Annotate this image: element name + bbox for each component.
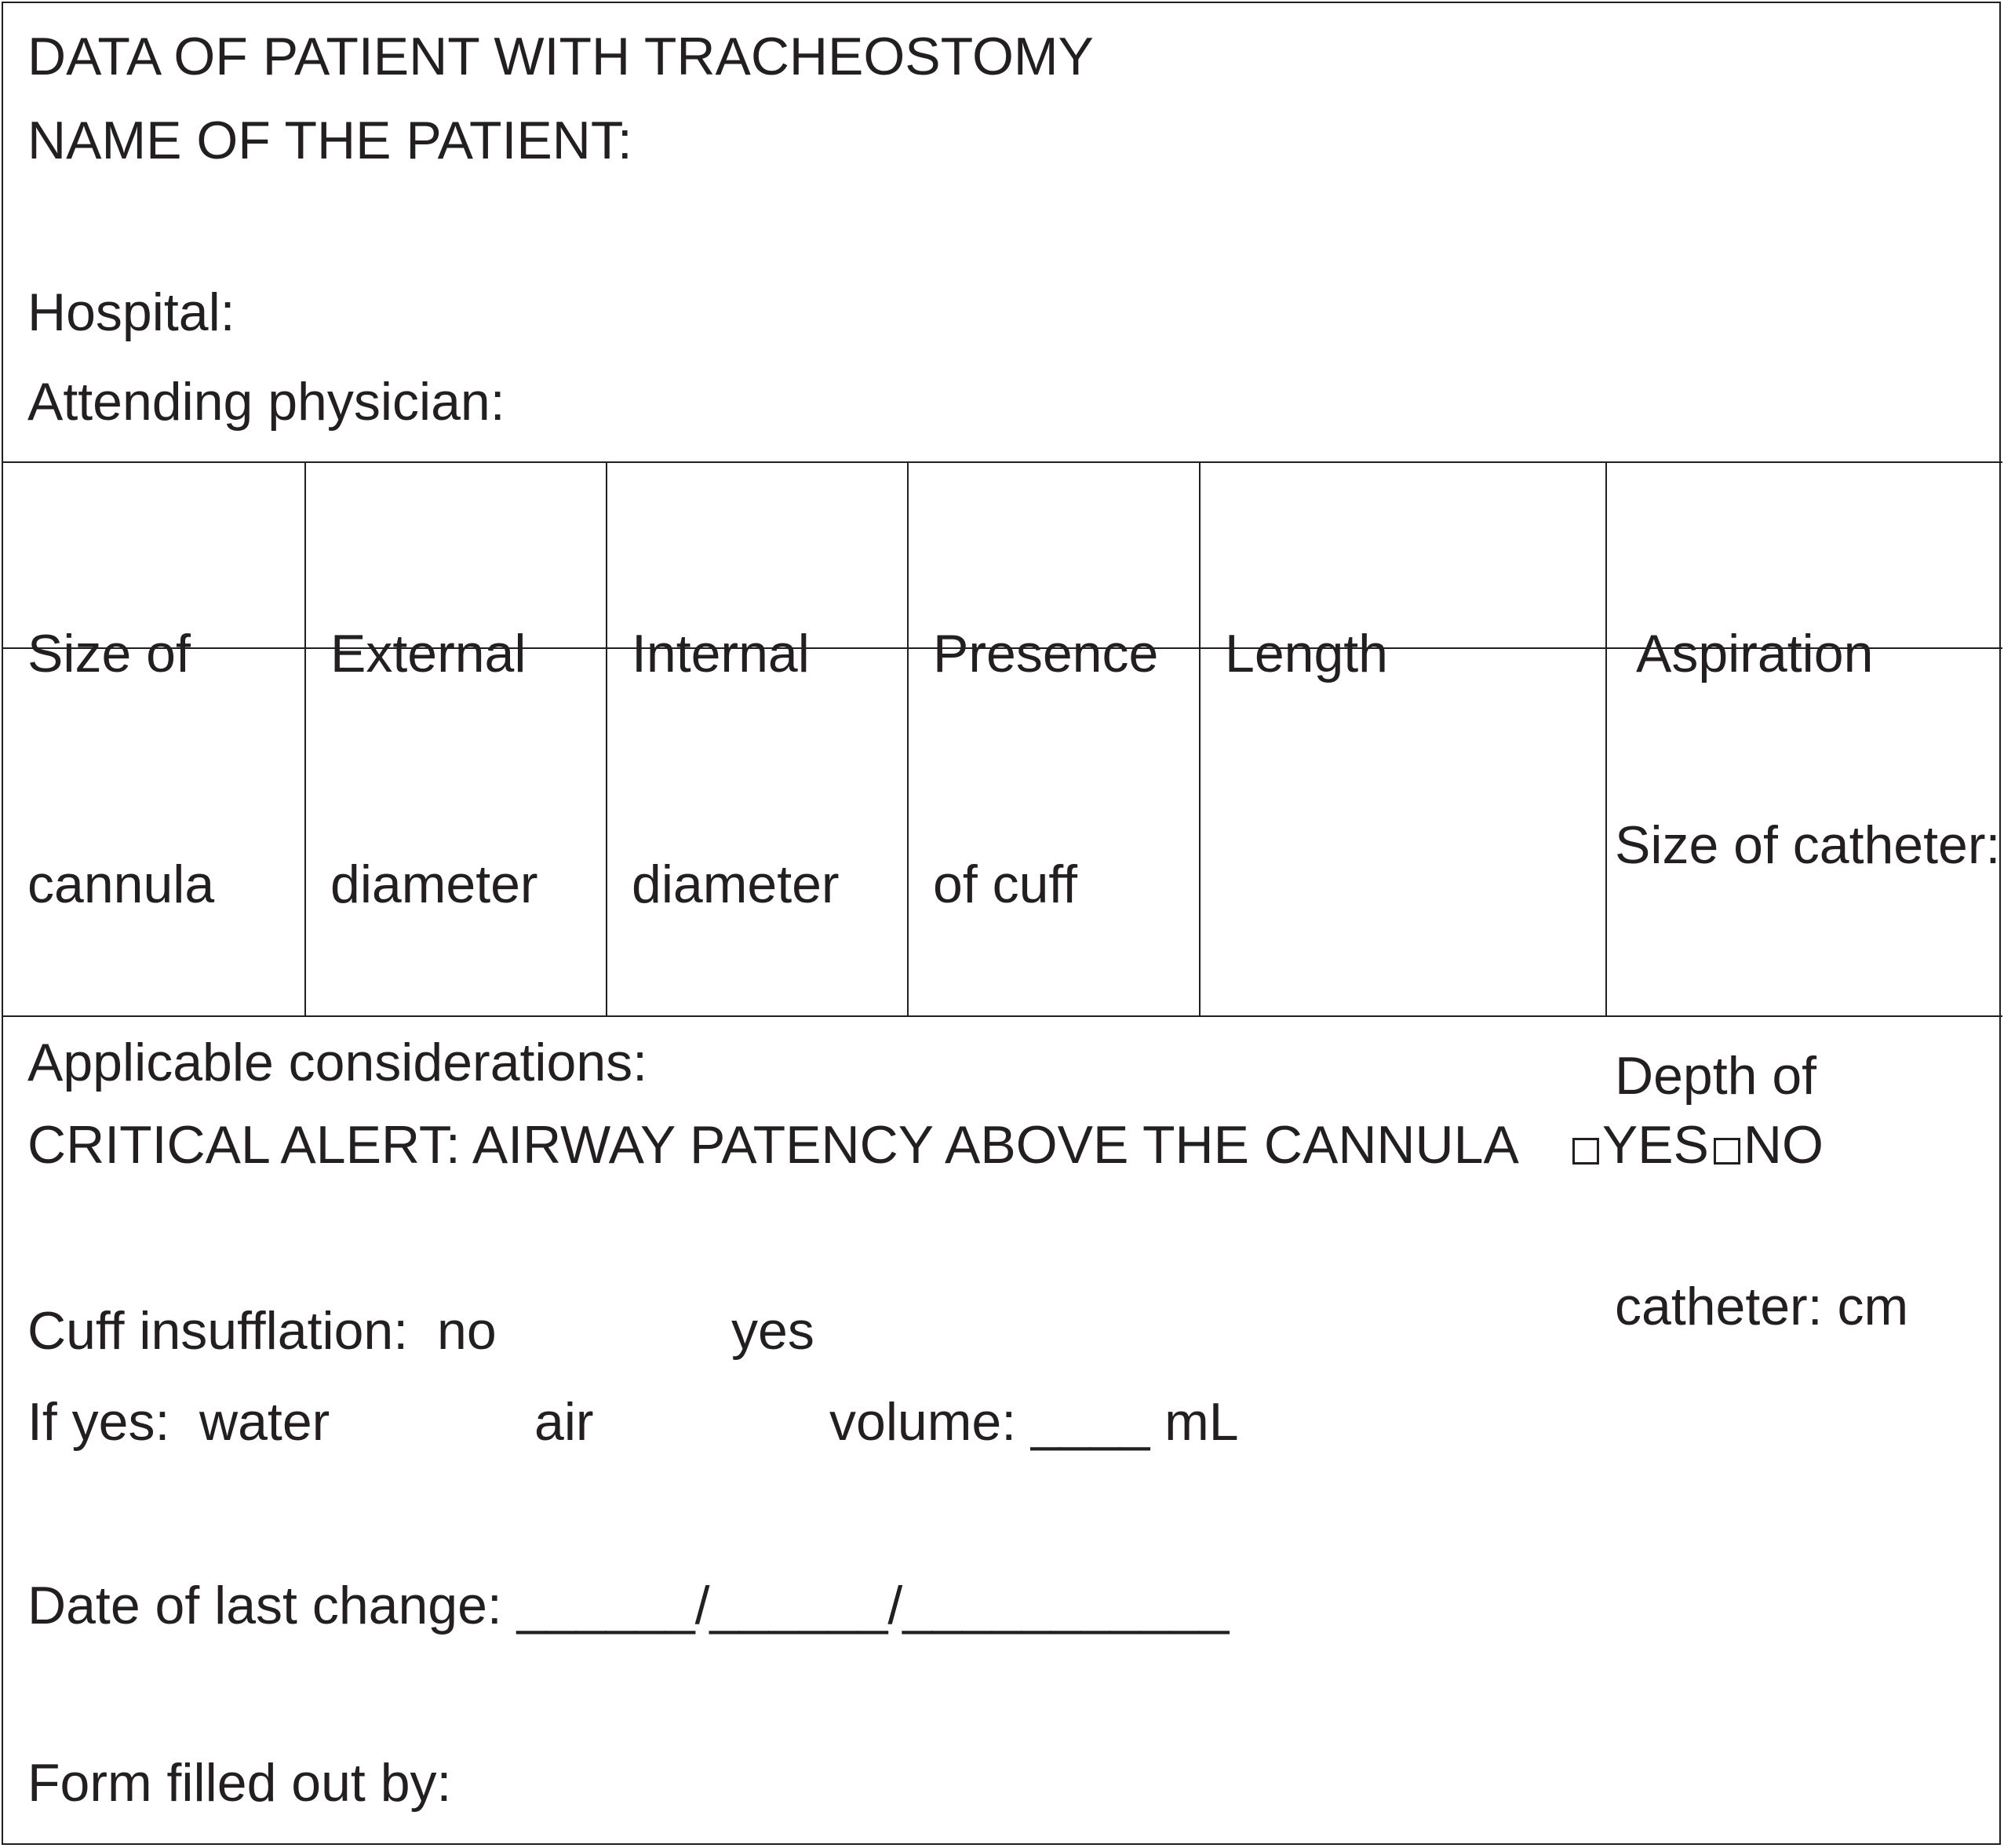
column-header-line: Internal bbox=[632, 624, 810, 683]
patient-name-label: NAME OF THE PATIENT: bbox=[27, 111, 632, 170]
column-header-presence-of-cuff bbox=[933, 461, 1158, 1077]
applicable-considerations-label: Applicable considerations: bbox=[27, 1033, 648, 1092]
column-divider-5 bbox=[1605, 461, 1607, 1017]
column-divider-3 bbox=[907, 461, 909, 1017]
yes-checkbox[interactable] bbox=[1572, 1138, 1599, 1165]
column-header-line: Presence bbox=[933, 624, 1159, 683]
column-header-external-diameter bbox=[330, 461, 538, 1077]
attending-physician-label: Attending physician: bbox=[27, 372, 505, 432]
column-header-line: Length bbox=[1225, 624, 1388, 683]
column-header-line: Aspiration bbox=[1636, 624, 1874, 683]
cuff-yes-option[interactable]: yes bbox=[731, 1301, 814, 1361]
column-header-line: of cuff bbox=[933, 855, 1077, 914]
form-filled-out-by-label: Form filled out by: bbox=[27, 1753, 452, 1813]
cuff-insufflation-label: Cuff insufflation: bbox=[27, 1301, 409, 1361]
water-option[interactable]: water bbox=[199, 1392, 330, 1452]
column-header-line: cannula bbox=[27, 855, 215, 914]
volume-field[interactable]: volume: ____ mL bbox=[829, 1392, 1239, 1452]
column-divider-2 bbox=[606, 461, 607, 1017]
column-header-line: diameter bbox=[330, 855, 538, 914]
column-header-line: External bbox=[330, 624, 527, 683]
critical-alert-row bbox=[27, 1106, 1824, 1183]
column-header-length bbox=[1225, 461, 1388, 846]
column-header-internal-diameter bbox=[632, 461, 840, 1077]
column-header-size-of-cannula bbox=[27, 461, 214, 1077]
catheter-size-label: Size of catheter: bbox=[1615, 815, 2001, 875]
yes-option-label: YES bbox=[1601, 1115, 1709, 1175]
if-yes-label: If yes: bbox=[27, 1392, 170, 1452]
critical-alert-text: CRITICAL ALERT: AIRWAY PATENCY ABOVE THE CANNULA bbox=[27, 1115, 1519, 1175]
hospital-label: Hospital: bbox=[27, 282, 235, 342]
aspiration-cell bbox=[1615, 653, 2000, 1499]
no-option-label: NO bbox=[1743, 1115, 1824, 1175]
form-title: DATA OF PATIENT WITH TRACHEOSTOMY bbox=[27, 27, 1094, 86]
column-divider-1 bbox=[304, 461, 306, 1017]
catheter-depth-label: catheter: cm bbox=[1615, 1277, 1909, 1336]
column-header-line: diameter bbox=[632, 855, 840, 914]
catheter-depth-label: Depth of bbox=[1615, 1046, 1817, 1106]
column-divider-4 bbox=[1199, 461, 1201, 1017]
no-checkbox[interactable] bbox=[1714, 1138, 1740, 1165]
date-of-last-change-field[interactable]: Date of last change: ______/______/___________ bbox=[27, 1576, 1230, 1635]
column-header-line: Size of bbox=[27, 624, 191, 683]
cuff-no-option[interactable]: no bbox=[437, 1301, 497, 1361]
air-option[interactable]: air bbox=[534, 1392, 594, 1452]
tracheostomy-form bbox=[2, 2, 2001, 1845]
